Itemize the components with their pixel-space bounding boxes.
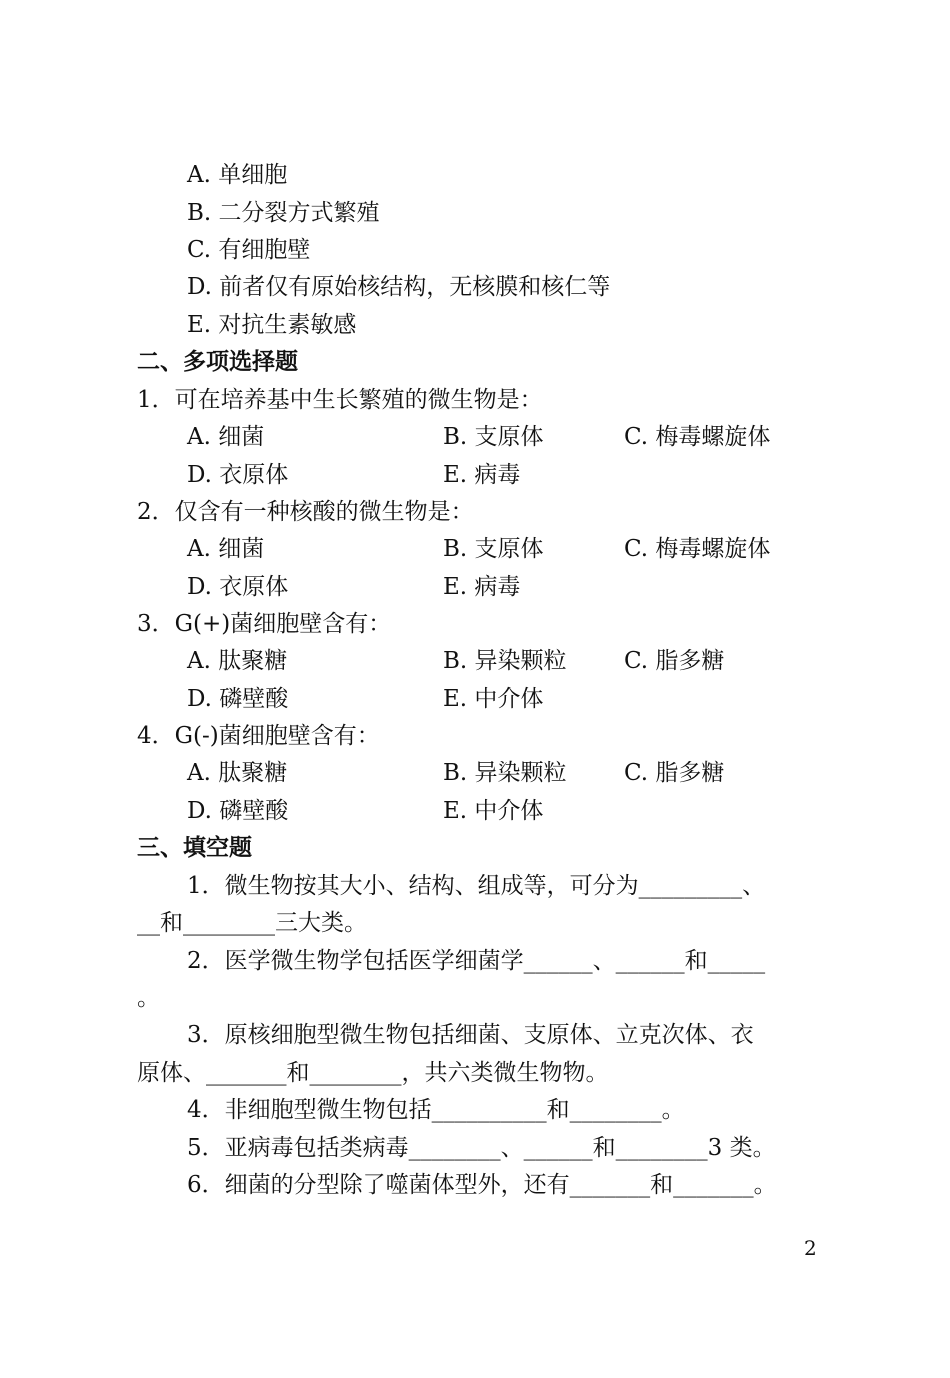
option-text: C. 梅毒螺旋体 bbox=[624, 536, 771, 562]
question-stem: 1．可在培养基中生长繁殖的微生物是： bbox=[137, 387, 543, 413]
fill-blank-line: 。 bbox=[137, 985, 160, 1011]
option-text: B. 支原体 bbox=[443, 536, 544, 562]
question-stem: 3．G(+)菌细胞壁含有： bbox=[137, 611, 392, 637]
option-text: C. 有细胞壁 bbox=[187, 237, 311, 263]
option-text: B. 异染颗粒 bbox=[443, 648, 567, 674]
option-text: B. 二分裂方式繁殖 bbox=[187, 200, 380, 226]
fill-blank-line: 2．医学微生物学包括医学细菌学______、______和_____ bbox=[187, 948, 766, 974]
fill-blank-line: 6．细菌的分型除了噬菌体型外，还有_______和_______。 bbox=[187, 1172, 777, 1198]
option-text: A. 细菌 bbox=[187, 424, 265, 450]
option-text: B. 异染颗粒 bbox=[443, 760, 567, 786]
option-text: D. 磷壁酸 bbox=[187, 798, 289, 824]
option-text: B. 支原体 bbox=[443, 424, 544, 450]
option-text: A. 细菌 bbox=[187, 536, 265, 562]
option-text: C. 脂多糖 bbox=[624, 648, 725, 674]
fill-blank-line: 1．微生物按其大小、结构、组成等，可分为_________、 bbox=[187, 873, 766, 899]
option-text: C. 脂多糖 bbox=[624, 760, 725, 786]
question-stem: 4．G(-)菌细胞壁含有： bbox=[137, 723, 380, 749]
option-text: E. 对抗生素敏感 bbox=[187, 312, 357, 338]
option-text: C. 梅毒螺旋体 bbox=[624, 424, 771, 450]
option-text: E. 病毒 bbox=[443, 462, 521, 488]
option-text: E. 中介体 bbox=[443, 686, 544, 712]
option-text: A. 肽聚糖 bbox=[187, 760, 288, 786]
option-text: D. 衣原体 bbox=[187, 462, 289, 488]
option-text: A. 肽聚糖 bbox=[187, 648, 288, 674]
option-text: D. 磷壁酸 bbox=[187, 686, 289, 712]
fill-blank-line: 3．原核细胞型微生物包括细菌、支原体、立克次体、衣 bbox=[187, 1022, 754, 1048]
section-heading: 三、填空题 bbox=[137, 835, 252, 861]
section-heading: 二、多项选择题 bbox=[137, 349, 298, 375]
option-text: D. 衣原体 bbox=[187, 574, 289, 600]
option-text: E. 中介体 bbox=[443, 798, 544, 824]
question-stem: 2．仅含有一种核酸的微生物是： bbox=[137, 499, 474, 525]
page-number: 2 bbox=[804, 1236, 817, 1260]
fill-blank-line: 原体、_______和________，共六类微生物物。 bbox=[137, 1060, 609, 1086]
fill-blank-line: __和________三大类。 bbox=[137, 910, 367, 936]
fill-blank-line: 5．亚病毒包括类病毒________、______和________3 类。 bbox=[187, 1135, 776, 1161]
option-text: A. 单细胞 bbox=[187, 162, 288, 188]
fill-blank-line: 4．非细胞型微生物包括__________和________。 bbox=[187, 1097, 685, 1123]
option-text: D. 前者仅有原始核结构，无核膜和核仁等 bbox=[187, 274, 611, 300]
option-text: E. 病毒 bbox=[443, 574, 521, 600]
